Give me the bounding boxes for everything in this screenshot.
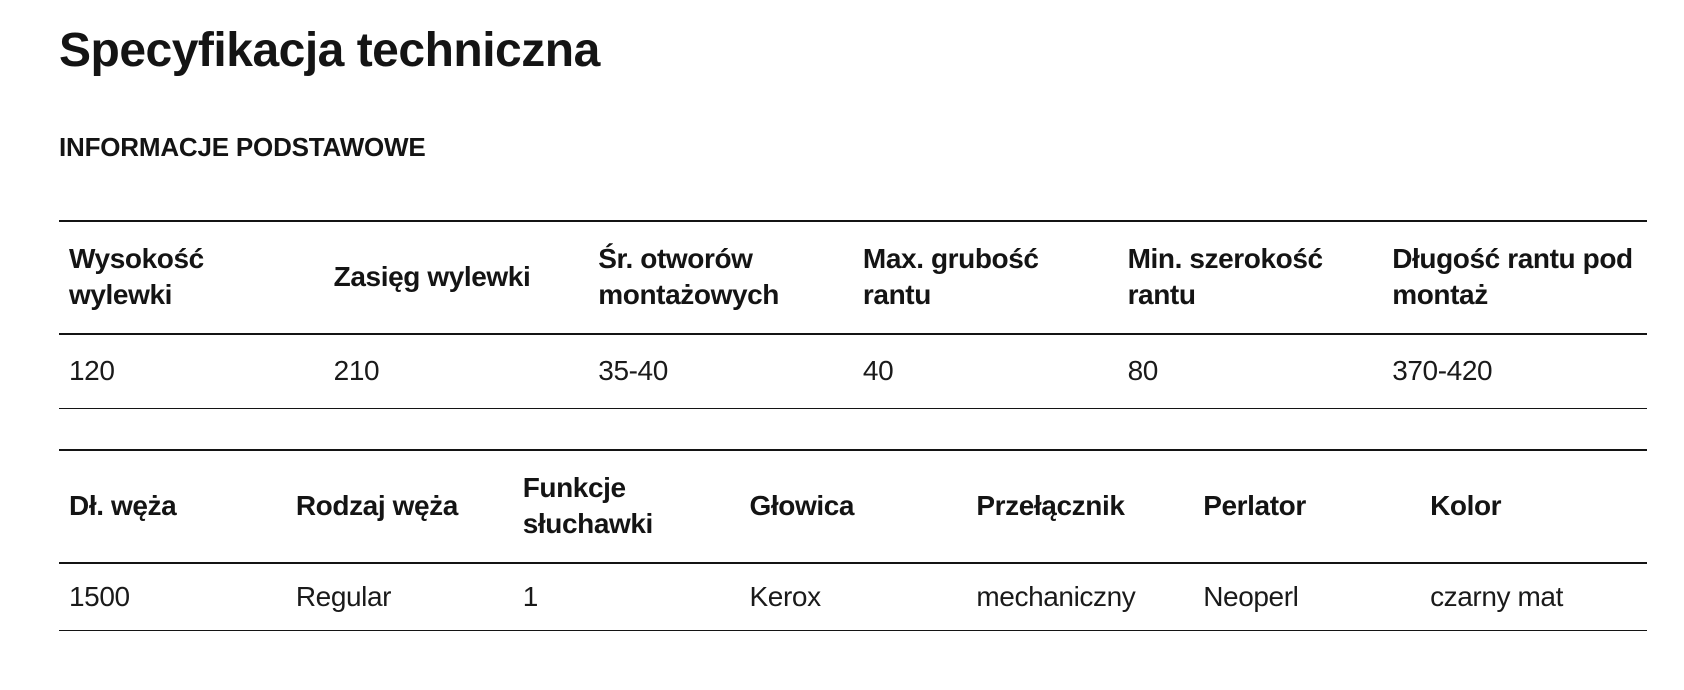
cell-sr-otworow-montazowych: 35-40: [598, 355, 668, 387]
cell-funkcje-sluchawki: 1: [522, 580, 538, 612]
column-header-zasieg-wylewki: Zasięg wylewki: [333, 261, 531, 293]
cell-dl-weza: 1500: [69, 580, 130, 612]
cell-kolor: czarny mat: [1430, 580, 1563, 612]
page-title: Specyfikacja techniczna: [59, 24, 600, 77]
column-header-max-grubosc-rantu: Max. grubość rantu: [862, 243, 1039, 311]
column-header-sr-otworow-montazowych: Śr. otworów montażowych: [598, 243, 780, 311]
column-header-przelacznik: Przełącznik: [976, 490, 1125, 522]
table-row: [59, 563, 1647, 631]
column-header-wysokosc-wylewki: Wysokość wylewki: [69, 243, 204, 311]
basic-info-table-dimensions: [59, 220, 1647, 409]
basic-info-table-hose: [59, 449, 1647, 631]
cell-perlator: Neoperl: [1203, 580, 1299, 612]
column-header-rodzaj-weza: Rodzaj węża: [295, 490, 458, 522]
table-row: [59, 334, 1647, 409]
cell-przelacznik: mechaniczny: [976, 580, 1136, 612]
column-header-glowica: Głowica: [749, 490, 855, 522]
cell-rodzaj-weza: Regular: [295, 580, 392, 612]
column-header-min-szerokosc-rantu: Min. szerokość rantu: [1127, 243, 1323, 311]
cell-max-grubosc-rantu: 40: [862, 355, 894, 387]
column-header-perlator: Perlator: [1203, 490, 1306, 522]
column-header-dl-weza: Dł. węża: [69, 490, 177, 522]
cell-min-szerokosc-rantu: 80: [1127, 355, 1158, 387]
cell-wysokosc-wylewki: 120: [69, 355, 115, 387]
cell-dlugosc-rantu-pod-montaz: 370-420: [1392, 355, 1493, 387]
column-header-kolor: Kolor: [1430, 490, 1502, 522]
cell-glowica: Kerox: [749, 580, 821, 612]
section-heading: INFORMACJE PODSTAWOWE: [59, 131, 426, 162]
cell-zasieg-wylewki: 210: [333, 355, 380, 387]
table-header-row: [59, 221, 1647, 334]
column-header-dlugosc-rantu-pod-montaz: Długość rantu pod montaż: [1392, 243, 1633, 311]
table-header-row: [59, 450, 1647, 563]
column-header-funkcje-sluchawki: Funkcje słuchawki: [522, 472, 653, 540]
